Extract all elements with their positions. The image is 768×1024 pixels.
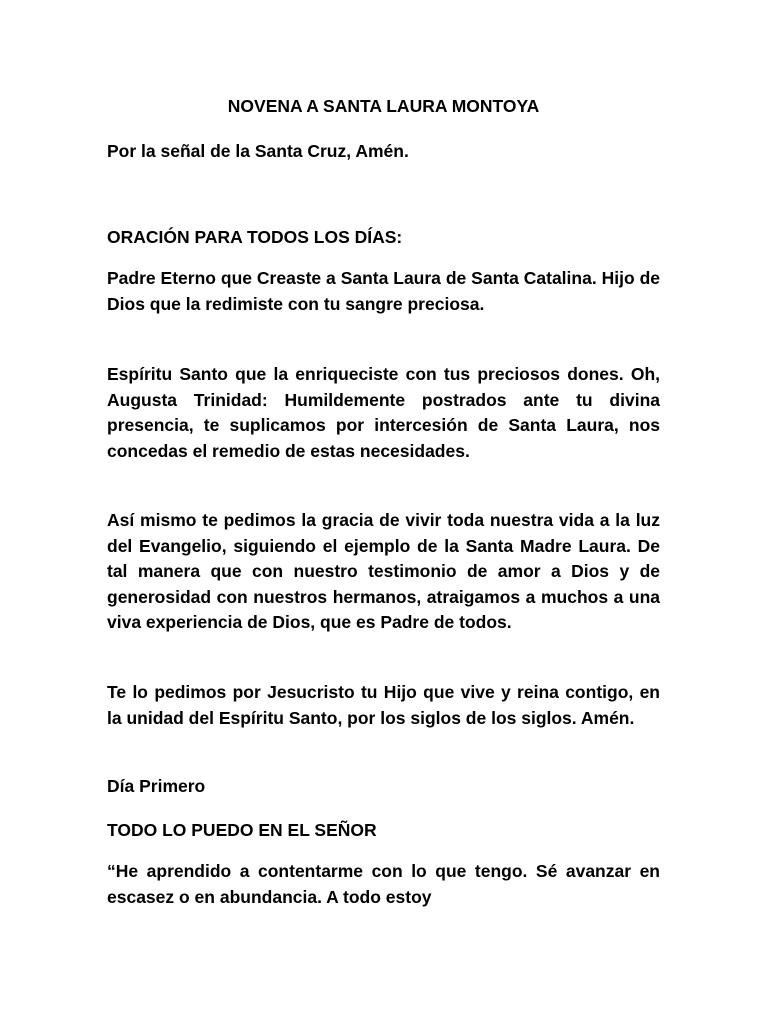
document-title: NOVENA A SANTA LAURA MONTOYA: [227, 96, 540, 116]
day-heading: TODO LO PUEDO EN EL SEÑOR: [107, 820, 377, 840]
paragraph-1: Padre Eterno que Creaste a Santa Laura de Santa Catalina. Hijo de Dios que la redimiste con tu sangre preciosa.: [107, 268, 660, 314]
paragraph-3: Así mismo te pedimos la gracia de vivir toda nuestra vida a la luz del Evangelio, siguiendo el ejemplo de la Santa Madre Laura. De tal manera que con nuestro testimonio de amor a Dios y de generosidad con nuestros hermanos, atraigamos a muchos a una viva experiencia de Dios, que es Padre de todos.: [107, 510, 660, 632]
day-quote: “He aprendido a contentarme con lo que tengo. Sé avanzar en escasez o en abundancia. A todo estoy: [107, 861, 660, 907]
paragraph-2: Espíritu Santo que la enriqueciste con tus preciosos dones. Oh, Augusta Trinidad: Humildemente postrados ante tu divina presencia, te suplicamos por intercesión de Santa Laura, nos concedas el remedio de estas necesidades.: [107, 364, 660, 461]
day-label: Día Primero: [107, 776, 206, 796]
sign-of-cross: Por la señal de la Santa Cruz, Amén.: [107, 141, 409, 161]
daily-prayer-heading: ORACIÓN PARA TODOS LOS DÍAS:: [107, 227, 403, 247]
paragraph-4: Te lo pedimos por Jesucristo tu Hijo que vive y reina contigo, en la unidad del Espíritu Santo, por los siglos de los siglos. Amén.: [107, 682, 660, 728]
